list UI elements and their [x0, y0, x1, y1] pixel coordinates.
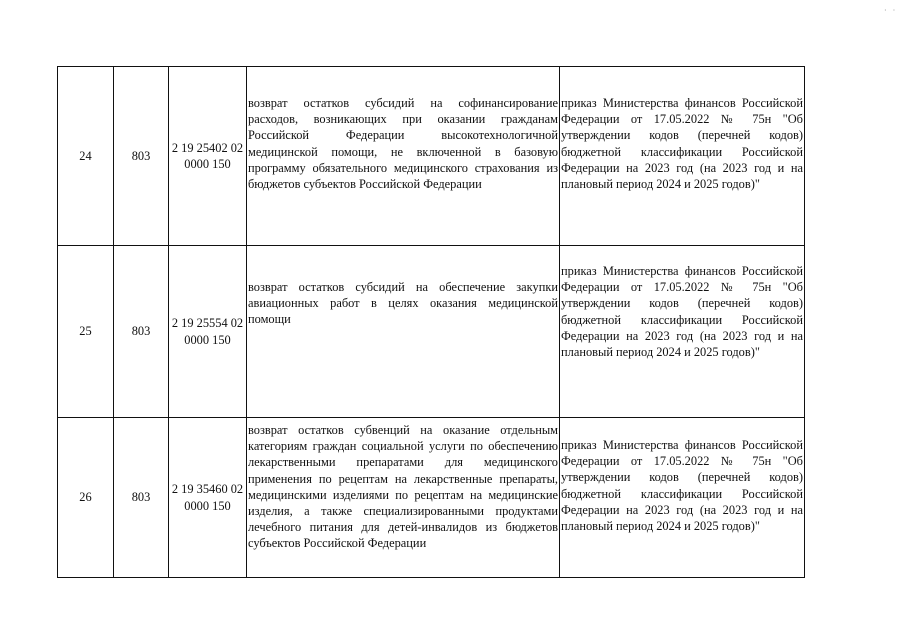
description-cell: возврат остатков субсидий на софинансирование расходов, возникающих при оказании гражданам Российской Федерации высокотехнологичной медицинской помощи, не включенной в базовую программу обязательного медицинского страхования из бюджетов субъектов Российской Федерации — [247, 67, 560, 246]
admin-code: 803 — [114, 418, 169, 578]
legal-basis-cell: приказ Министерства финансов Российской Федерации от 17.05.2022 № 75н "Об утверждении кодов (перечней кодов) бюджетной классификации Российской Федерации на 2023 год (на 2023 год и на плановый период 2024 и 2025 годов)" — [560, 418, 805, 578]
table-row — [58, 246, 805, 418]
table-row — [58, 67, 805, 246]
budget-code-line2: 0000 150 — [184, 332, 231, 347]
legal-basis-cell: приказ Министерства финансов Российской Федерации от 17.05.2022 № 75н "Об утверждении кодов (перечней кодов) бюджетной классификации Российской Федерации на 2023 год (на 2023 год и на плановый период 2024 и 2025 годов)" — [560, 67, 805, 246]
row-number: 24 — [58, 67, 114, 246]
table-row — [58, 418, 805, 578]
legal-basis-cell: приказ Министерства финансов Российской Федерации от 17.05.2022 № 75н "Об утверждении кодов (перечней кодов) бюджетной классификации Российской Федерации на 2023 год (на 2023 год и на плановый период 2024 и 2025 годов)" — [560, 246, 805, 418]
budget-code-line1: 2 19 35460 02 — [171, 482, 244, 497]
budget-code-cell — [169, 418, 247, 578]
row-number: 25 — [58, 246, 114, 418]
admin-code: 803 — [114, 67, 169, 246]
budget-code-line2: 0000 150 — [184, 498, 231, 513]
budget-codes-table — [57, 66, 805, 578]
budget-code-cell — [169, 246, 247, 418]
description-cell: возврат остатков субсидий на обеспечение закупки авиационных работ в целях оказания медицинской помощи — [247, 246, 560, 418]
budget-code-line1: 2 19 25402 02 — [171, 140, 244, 155]
corner-mark: · · — [884, 6, 898, 15]
description-cell: возврат остатков субвенций на оказание отдельным категориям граждан социальной услуги по обеспечению лекарственными препаратами для медицинского применения по рецептам на лекарственные препараты, медицинскими изделиями по рецептам на медицинские изделия, а также специализированными продуктами лечебного питания для детей-инвалидов из бюджетов субъектов Российской Федерации — [247, 418, 560, 578]
budget-code-line1: 2 19 25554 02 — [171, 316, 244, 331]
row-number: 26 — [58, 418, 114, 578]
budget-code-cell — [169, 67, 247, 246]
admin-code: 803 — [114, 246, 169, 418]
budget-code-line2: 0000 150 — [184, 157, 231, 171]
